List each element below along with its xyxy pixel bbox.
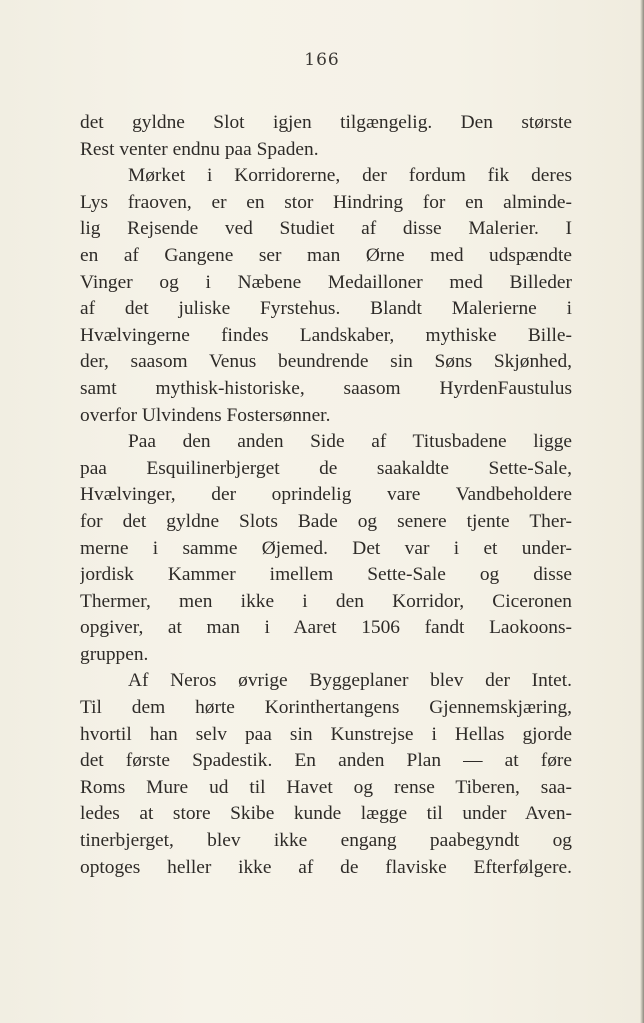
text-line: Rest venter endnu paa Spaden.: [80, 138, 319, 160]
text-line: det første Spadestik. En anden Plan — at føre: [80, 750, 572, 772]
text-line: samt mythisk-historiske, saasom HyrdenFaustulus: [80, 377, 572, 399]
text-line: Lys fraoven, er en stor Hindring for en alminde-: [80, 191, 572, 213]
text-line: Roms Mure ud til Havet og rense Tiberen, saa-: [80, 776, 572, 798]
text-line: jordisk Kammer imellem Sette-Sale og disse: [80, 564, 572, 586]
text-line: Til dem hørte Korinthertangens Gjennemskjæring,: [80, 697, 572, 719]
text-line: opgiver, at man i Aaret 1506 fandt Laokoons-: [80, 617, 572, 639]
text-line: lig Rejsende ved Studiet af disse Malerier. I: [80, 218, 572, 240]
page-edge-shadow: [640, 0, 644, 1023]
text-line: Hvælvinger, der oprindelig vare Vandbeholdere: [80, 484, 572, 506]
text-line: paa Esquilinerbjerget de saakaldte Sette-Sale,: [80, 457, 572, 479]
text-line: ledes at store Skibe kunde lægge til under Aven-: [80, 803, 572, 825]
text-line: Paa den anden Side af Titusbadene ligge: [128, 431, 572, 453]
text-line: overfor Ulvindens Fostersønner.: [80, 404, 331, 426]
text-line: Af Neros øvrige Byggeplaner blev der Intet.: [128, 670, 572, 692]
text-line: det gyldne Slot igjen tilgængelig. Den største: [80, 112, 572, 133]
text-line: Vinger og i Næbene Medailloner med Billeder: [80, 271, 572, 293]
text-line: for det gyldne Slots Bade og senere tjente Ther-: [80, 510, 572, 532]
text-line: tinerbjerget, blev ikke engang paabegyndt og: [80, 830, 572, 852]
text-line: gruppen.: [80, 643, 149, 665]
text-line: der, saasom Venus beundrende sin Søns Skjønhed,: [80, 351, 572, 373]
text-line: hvortil han selv paa sin Kunstrejse i Hellas gjorde: [80, 723, 572, 745]
text-line: Mørket i Korridorerne, der fordum fik deres: [128, 165, 572, 187]
text-line: Thermer, men ikke i den Korridor, Ciceronen: [80, 590, 572, 612]
text-line: Hvælvingerne findes Landskaber, mythiske Bille-: [80, 324, 572, 346]
page-number: 166: [304, 50, 340, 70]
text-line: merne i samme Øjemed. Det var i et under-: [80, 537, 572, 559]
body-text: [80, 110, 572, 881]
text-line: af det juliske Fyrstehus. Blandt Malerierne i: [80, 298, 572, 320]
text-line: optoges heller ikke af de flaviske Efterfølgere.: [80, 856, 572, 878]
text-line: en af Gangene ser man Ørne med udspændte: [80, 244, 572, 266]
